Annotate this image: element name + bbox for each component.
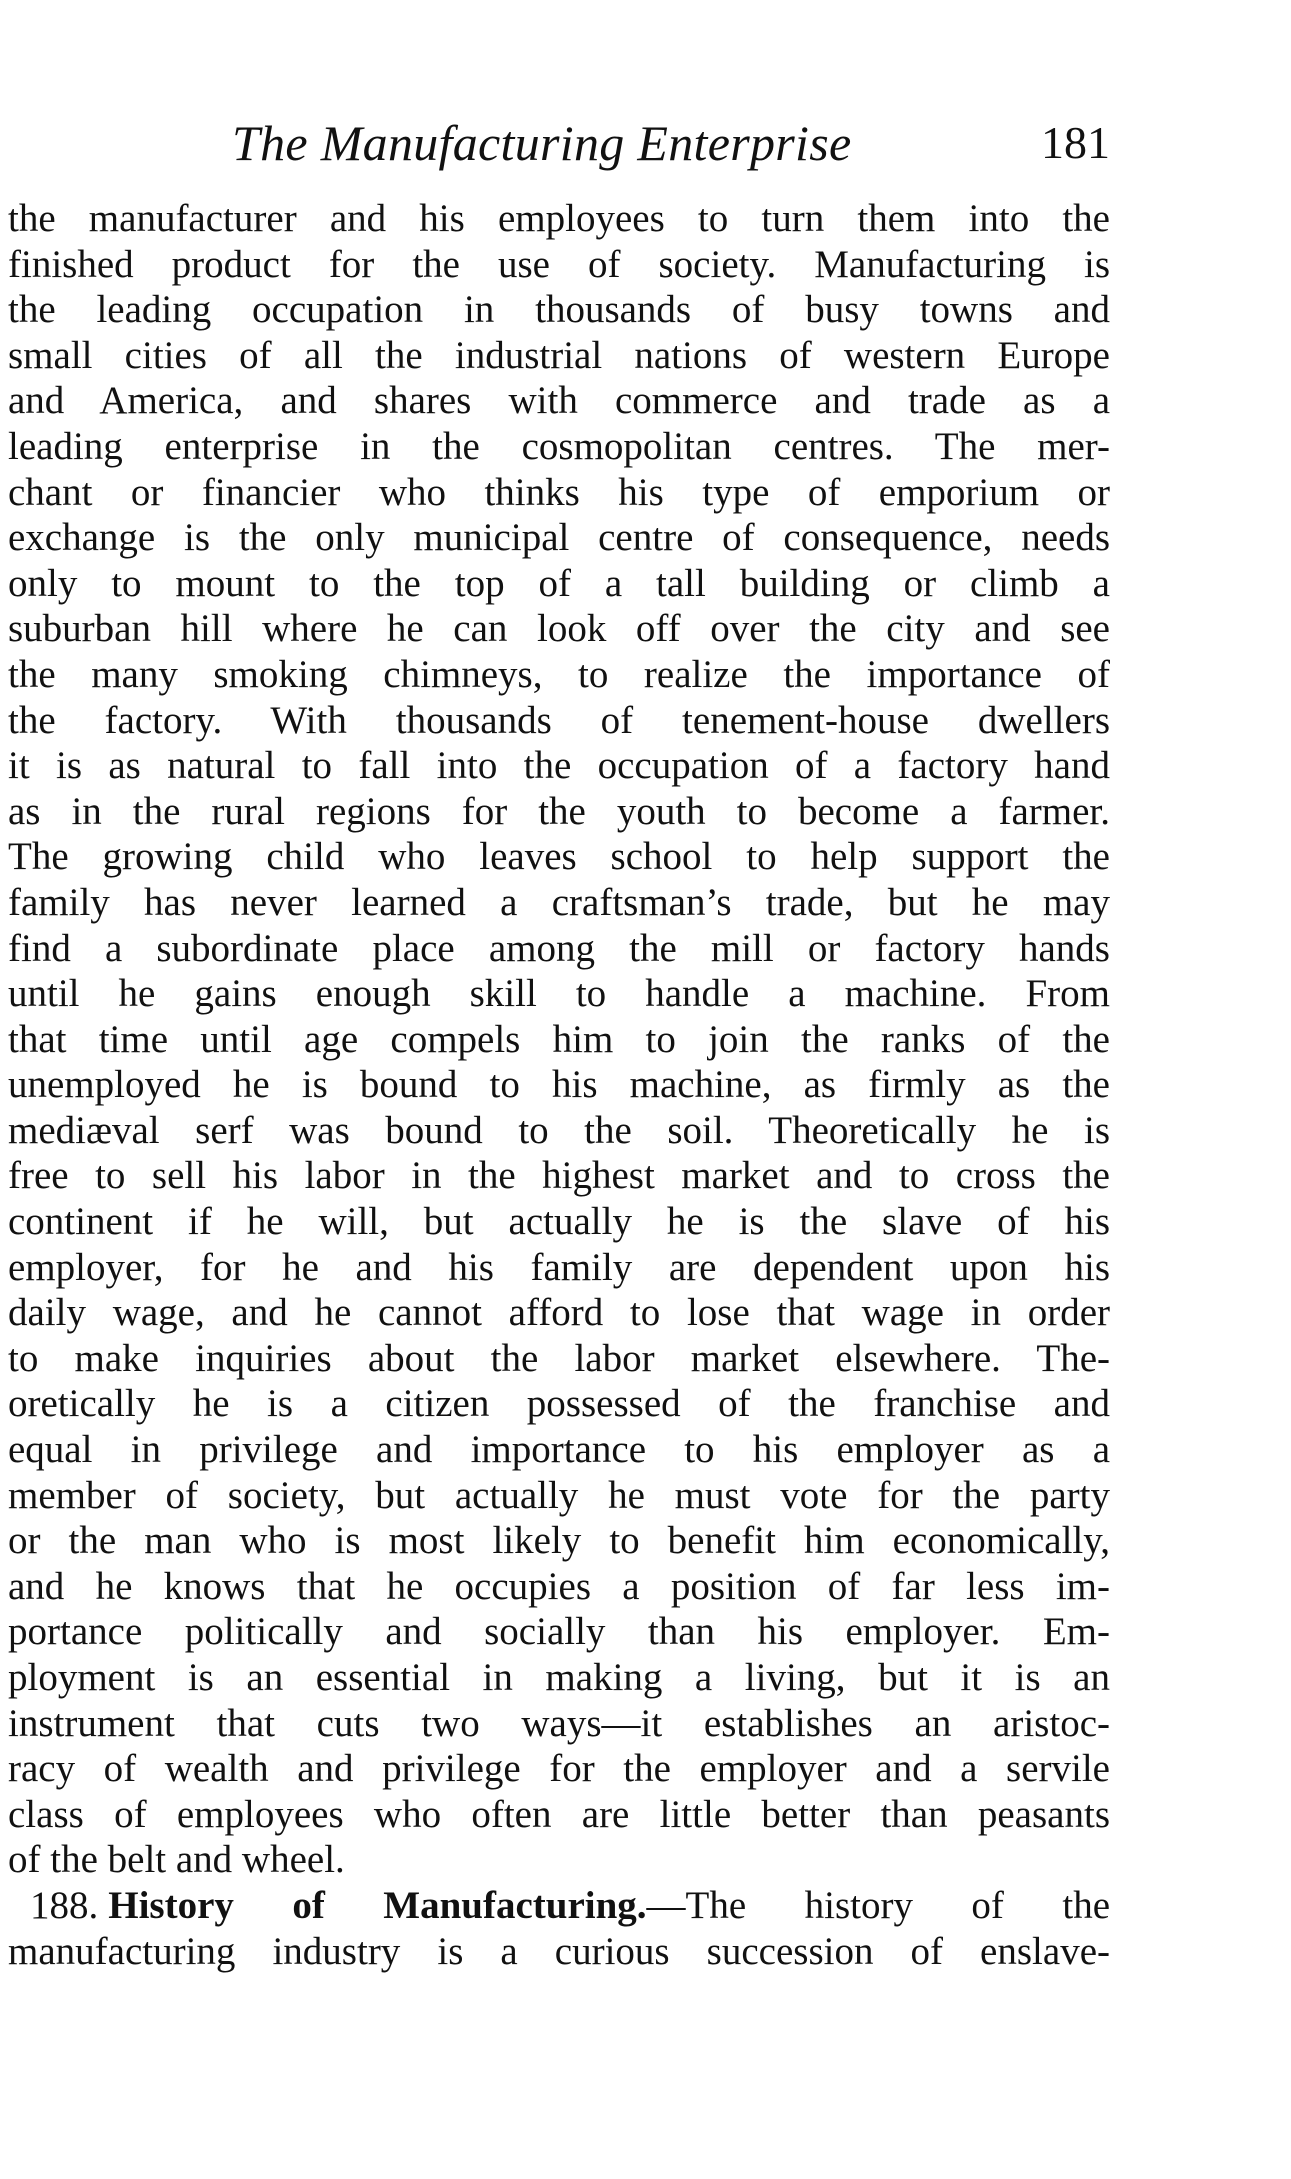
text-line: only to mount to the top of a tall building or climb a <box>8 561 1110 605</box>
text-line: the manufacturer and his employees to turn them into the <box>8 197 1110 240</box>
text-line: until he gains enough skill to handle a machine. From <box>8 972 1110 1016</box>
section-number: 188. <box>30 1883 99 1927</box>
text-line: unemployed he is bound to his machine, as firmly as the <box>8 1063 1110 1107</box>
text-line: find a subordinate place among the mill or factory hands <box>8 926 1110 970</box>
text-line: and America, and shares with commerce and trade as a <box>8 379 1110 423</box>
text-line: ployment is an essential in making a living, but it is an <box>8 1656 1110 1699</box>
paragraph-continued <box>8 196 1110 1883</box>
text-line: employer, for he and his family are dependent upon his <box>8 1245 1110 1289</box>
text-line: portance politically and socially than his employer. Em- <box>8 1610 1110 1654</box>
text-line: manufacturing industry is a curious succession of enslave- <box>8 1929 1110 1973</box>
text-line: and he knows that he occupies a position of far less im- <box>8 1564 1110 1608</box>
text-line: free to sell his labor in the highest market and to cross the <box>8 1154 1110 1198</box>
text-line: class of employees who often are little better than peasants <box>8 1792 1110 1836</box>
text-line: the many smoking chimneys, to realize the importance of <box>8 652 1110 696</box>
section-text-start: —The history of the <box>646 1883 1110 1927</box>
text-line: the factory. With thousands of tenement-house dwellers <box>8 698 1110 742</box>
text-line: finished product for the use of society. Manufacturing is <box>8 242 1110 286</box>
running-title: The Manufacturing Enterprise <box>232 115 852 171</box>
text-line: suburban hill where he can look off over the city and see <box>8 607 1110 651</box>
text-line: leading enterprise in the cosmopolitan centres. The mer- <box>8 424 1110 468</box>
text-line: it is as natural to fall into the occupation of a factory hand <box>8 744 1110 788</box>
text-line: as in the rural regions for the youth to become a farmer. <box>8 789 1110 833</box>
text-line: mediæval serf was bound to the soil. Theoretically he is <box>8 1108 1110 1152</box>
text-line: instrument that cuts two ways—it establishes an aristoc- <box>8 1701 1110 1745</box>
text-line: racy of wealth and privilege for the employer and a servile <box>8 1747 1110 1791</box>
text-line: of the belt and wheel. <box>8 1838 345 1882</box>
text-line: oretically he is a citizen possessed of the franchise and <box>8 1382 1110 1426</box>
text-line: to make inquiries about the labor market elsewhere. The- <box>8 1336 1110 1380</box>
text-line: continent if he will, but actually he is the slave of his <box>8 1200 1110 1244</box>
section-heading-line <box>8 1883 1110 1929</box>
text-line: member of society, but actually he must vote for the party <box>8 1473 1110 1517</box>
section-title: History of Manufacturing. <box>108 1883 647 1927</box>
text-line: or the man who is most likely to benefit him economically, <box>8 1519 1110 1563</box>
page-number: 181 <box>1041 117 1110 168</box>
text-line: the leading occupation in thousands of busy towns and <box>8 288 1110 332</box>
text-line: The growing child who leaves school to help support the <box>8 835 1110 879</box>
section-paragraph <box>8 1883 1110 1974</box>
text-line: that time until age compels him to join the ranks of the <box>8 1017 1110 1061</box>
running-head <box>0 108 1110 178</box>
body-text <box>8 196 1110 1974</box>
text-line: small cities of all the industrial nations of western Europe <box>8 333 1110 377</box>
text-line: exchange is the only municipal centre of consequence, needs <box>8 516 1110 560</box>
text-line: family has never learned a craftsman’s trade, but he may <box>8 880 1110 924</box>
text-line: daily wage, and he cannot afford to lose that wage in order <box>8 1291 1110 1335</box>
text-line: equal in privilege and importance to his employer as a <box>8 1428 1110 1472</box>
text-line: chant or financier who thinks his type of emporium or <box>8 470 1110 514</box>
